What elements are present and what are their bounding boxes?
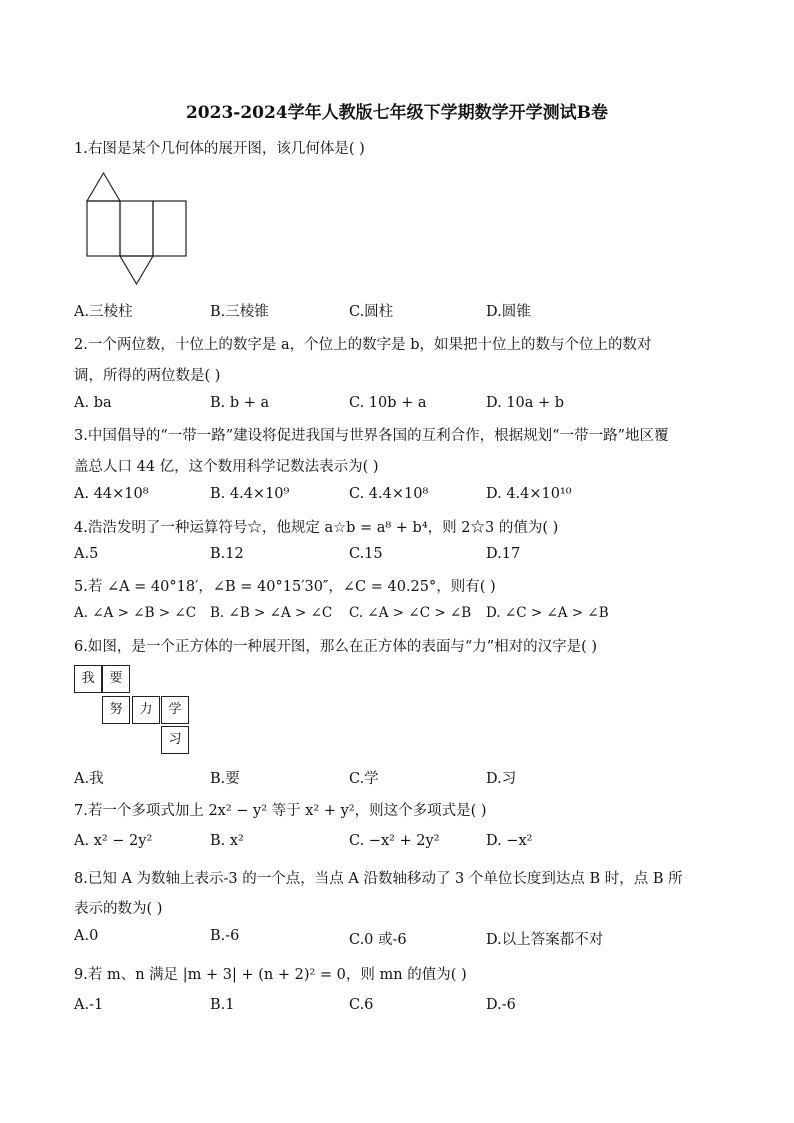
question-1-stem: 1.右图是某个几何体的展开图，该几何体是( ) bbox=[74, 141, 365, 157]
question-7-option-c[interactable]: C. −x² + 2y² bbox=[349, 833, 440, 849]
cube-net-cell: 力 bbox=[132, 696, 160, 724]
question-8-option-b[interactable]: B.-6 bbox=[210, 928, 240, 944]
question-2-stem-line1: 2.一个两位数，十位上的数字是 a，个位上的数字是 b，如果把十位上的数与个位上的数对 bbox=[74, 337, 652, 353]
net-triangle-bottom bbox=[120, 256, 153, 284]
question-4-option-d[interactable]: D.17 bbox=[486, 546, 521, 562]
question-1-option-a[interactable]: A.三棱柱 bbox=[74, 304, 133, 320]
question-6-option-b[interactable]: B.要 bbox=[210, 771, 240, 787]
net-triangle-top bbox=[87, 173, 120, 201]
question-2-option-b[interactable]: B. b + a bbox=[210, 395, 270, 411]
question-7-option-b[interactable]: B. x² bbox=[210, 833, 244, 849]
question-4-option-c[interactable]: C.15 bbox=[349, 546, 383, 562]
question-6-option-c[interactable]: C.学 bbox=[349, 771, 379, 787]
question-1-option-d[interactable]: D.圆锥 bbox=[486, 304, 531, 320]
question-6-stem: 6.如图，是一个正方体的一种展开图，那么在正方体的表面与“力”相对的汉字是( ) bbox=[74, 639, 598, 655]
question-5-option-b[interactable]: B. ∠B > ∠A > ∠C bbox=[210, 605, 333, 621]
question-2-stem-line2: 调，所得的两位数是( ) bbox=[74, 368, 221, 384]
question-8-option-c[interactable]: C.0 或-6 bbox=[349, 932, 407, 948]
cube-net-cell: 习 bbox=[161, 726, 189, 754]
question-8-option-d[interactable]: D.以上答案都不对 bbox=[486, 932, 604, 948]
question-3-option-b[interactable]: B. 4.4×10⁹ bbox=[210, 486, 290, 502]
question-2-option-a[interactable]: A. ba bbox=[74, 395, 112, 411]
cube-net-cell: 要 bbox=[102, 665, 130, 693]
page-title: 2023-2024学年人教版七年级下学期数学开学测试B卷 bbox=[185, 103, 609, 123]
question-7-option-a[interactable]: A. x² − 2y² bbox=[74, 833, 153, 849]
question-7-option-d[interactable]: D. −x² bbox=[486, 833, 533, 849]
question-6-option-d[interactable]: D.习 bbox=[486, 771, 517, 787]
question-1-option-b[interactable]: B.三棱锥 bbox=[210, 304, 269, 320]
question-2-option-d[interactable]: D. 10a + b bbox=[486, 395, 565, 411]
question-7-stem: 7.若一个多项式加上 2x² − y² 等于 x² + y²，则这个多项式是( ) bbox=[74, 803, 487, 819]
question-2-option-c[interactable]: C. 10b + a bbox=[349, 395, 427, 411]
question-1-option-c[interactable]: C.圆柱 bbox=[349, 304, 394, 320]
question-4-option-a[interactable]: A.5 bbox=[74, 546, 99, 562]
question-8-option-a[interactable]: A.0 bbox=[74, 928, 99, 944]
cube-net-cell: 努 bbox=[102, 696, 130, 724]
question-9-option-c[interactable]: C.6 bbox=[349, 997, 374, 1013]
question-4-option-b[interactable]: B.12 bbox=[210, 546, 244, 562]
question-8-stem-line1: 8.已知 A 为数轴上表示-3 的一个点，当点 A 沿数轴移动了 3 个单位长度到达点 B 时，点 B 所 bbox=[74, 871, 683, 887]
question-9-option-b[interactable]: B.1 bbox=[210, 997, 235, 1013]
question-9-option-a[interactable]: A.-1 bbox=[74, 997, 104, 1013]
question-5-option-a[interactable]: A. ∠A > ∠B > ∠C bbox=[74, 605, 197, 621]
question-5-option-d[interactable]: D. ∠C > ∠A > ∠B bbox=[486, 605, 609, 621]
question-3-option-d[interactable]: D. 4.4×10¹⁰ bbox=[486, 486, 572, 502]
question-8-stem-line2: 表示的数为( ) bbox=[74, 901, 163, 917]
question-6-option-a[interactable]: A.我 bbox=[74, 771, 104, 787]
question-3-stem-line1: 3.中国倡导的“一带一路”建设将促进我国与世界各国的互利合作，根据规划“一带一路”地区覆 bbox=[74, 428, 669, 444]
question-3-option-a[interactable]: A. 44×10⁸ bbox=[74, 486, 149, 502]
question-4-stem: 4.浩浩发明了一种运算符号☆，他规定 a☆b = a⁸ + b⁴，则 2☆3 的值为( ) bbox=[74, 520, 559, 536]
triangular-prism-net-figure bbox=[84, 170, 194, 290]
question-9-stem: 9.若 m、n 满足 |m + 3| + (n + 2)² = 0，则 mn 的值为( ) bbox=[74, 967, 467, 983]
question-3-stem-line2: 盖总人口 44 亿，这个数用科学记数法表示为( ) bbox=[74, 459, 379, 475]
net-rect-2 bbox=[120, 201, 153, 256]
question-5-option-c[interactable]: C. ∠A > ∠C > ∠B bbox=[349, 605, 472, 621]
cube-net-cell: 我 bbox=[74, 665, 102, 693]
question-9-option-d[interactable]: D.-6 bbox=[486, 997, 516, 1013]
question-5-stem: 5.若 ∠A = 40°18′，∠B = 40°15′30″，∠C = 40.25°，则有( ) bbox=[74, 579, 496, 595]
cube-net-cell: 学 bbox=[161, 696, 189, 724]
question-3-option-c[interactable]: C. 4.4×10⁸ bbox=[349, 486, 429, 502]
net-rect-3 bbox=[153, 201, 186, 256]
net-rect-1 bbox=[87, 201, 120, 256]
